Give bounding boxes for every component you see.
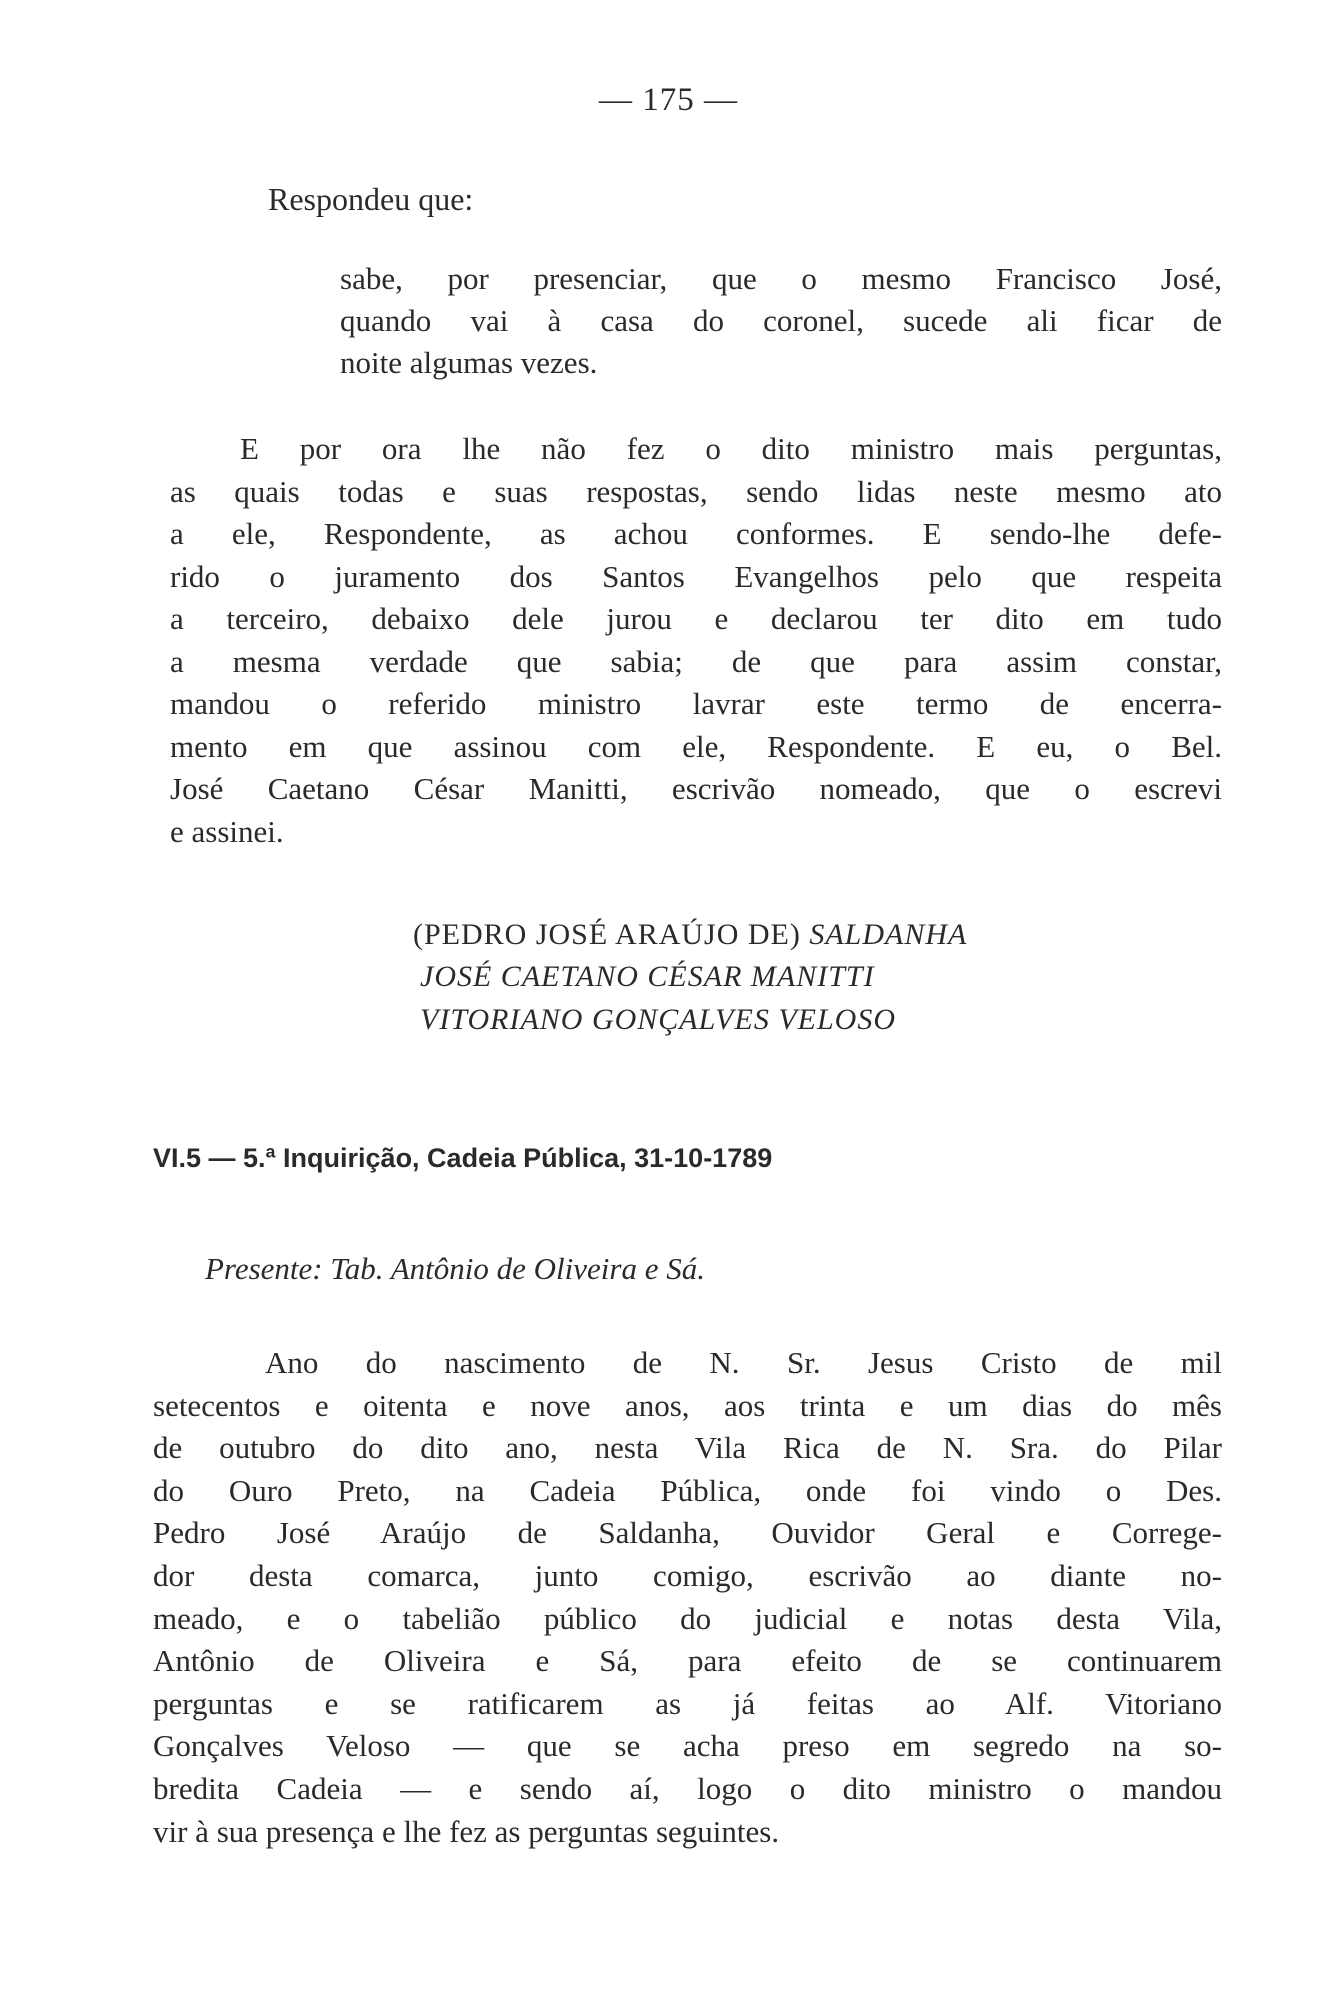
signature-manitti: JOSÉ CAETANO CÉSAR MANITTI [420, 960, 875, 993]
signature-saldanha [413, 920, 967, 950]
paragraph-line: e assinei. [170, 813, 284, 849]
paragraph-line: Antônio de Oliveira e Sá, para efeito de se continuarem [153, 1643, 1222, 1679]
paragraph-line: do Ouro Preto, na Cadeia Pública, onde foi vindo o Des. [153, 1472, 1222, 1508]
paragraph-line: Pedro José Araújo de Saldanha, Ouvidor Geral e Correge- [153, 1515, 1222, 1551]
paragraph-line: as quais todas e suas respostas, sendo lidas neste mesmo ato [170, 473, 1222, 509]
paragraph-line: de outubro do dito ano, nesta Vila Rica de N. Sra. do Pilar [153, 1430, 1222, 1466]
section-heading: VI.5 — 5.ª Inquirição, Cadeia Pública, 31-10-1789 [153, 1143, 773, 1173]
paragraph-line: perguntas e se ratificarem as já feitas ao Alf. Vitoriano [153, 1685, 1222, 1721]
paragraph-line: mandou o referido ministro lavrar este termo de encerra- [170, 686, 1222, 721]
paragraph-line: Gonçalves Veloso — que se acha preso em segredo na so- [153, 1728, 1222, 1764]
answer-line: sabe, por presenciar, que o mesmo Francisco José, [340, 261, 1222, 296]
intro-label: Respondeu que: [268, 181, 474, 217]
page-number: — 175 — [599, 82, 738, 118]
answer-line: quando vai à casa do coronel, sucede ali ficar de [340, 303, 1222, 338]
paragraph-line: Ano do nascimento de N. Sr. Jesus Cristo de mil [265, 1345, 1222, 1380]
paragraph-line: meado, e o tabelião público do judicial e notas desta Vila, [153, 1600, 1222, 1636]
signature-prefix: (PEDRO JOSÉ ARAÚJO DE) [413, 918, 801, 951]
paragraph-line: a ele, Respondente, as achou conformes. E sendo-lhe defe- [170, 516, 1222, 551]
signature-surname: SALDANHA [809, 918, 968, 951]
paragraph-line: vir à sua presença e lhe fez as perguntas seguintes. [153, 1813, 780, 1849]
paragraph-line: E por ora lhe não fez o dito ministro mais perguntas, [240, 431, 1222, 466]
paragraph-line: José Caetano César Manitti, escrivão nomeado, que o escrevi [170, 771, 1222, 806]
paragraph-line: rido o juramento dos Santos Evangelhos pelo que respeita [170, 558, 1222, 594]
paragraph-line: a terceiro, debaixo dele jurou e declarou ter dito em tudo [170, 601, 1222, 636]
paragraph-line: dor desta comarca, junto comigo, escrivão ao diante no- [153, 1558, 1222, 1593]
paragraph-line: mento em que assinou com ele, Respondente. E eu, o Bel. [170, 728, 1222, 764]
signature-veloso: VITORIANO GONÇALVES VELOSO [420, 1003, 896, 1036]
answer-line: noite algumas vezes. [340, 345, 598, 380]
paragraph-line: a mesma verdade que sabia; de que para assim constar, [170, 643, 1222, 679]
presente-line: Presente: Tab. Antônio de Oliveira e Sá. [205, 1251, 705, 1286]
paragraph-line: setecentos e oitenta e nove anos, aos trinta e um dias do mês [153, 1387, 1222, 1423]
paragraph-line: bredita Cadeia — e sendo aí, logo o dito ministro o mandou [153, 1771, 1222, 1806]
